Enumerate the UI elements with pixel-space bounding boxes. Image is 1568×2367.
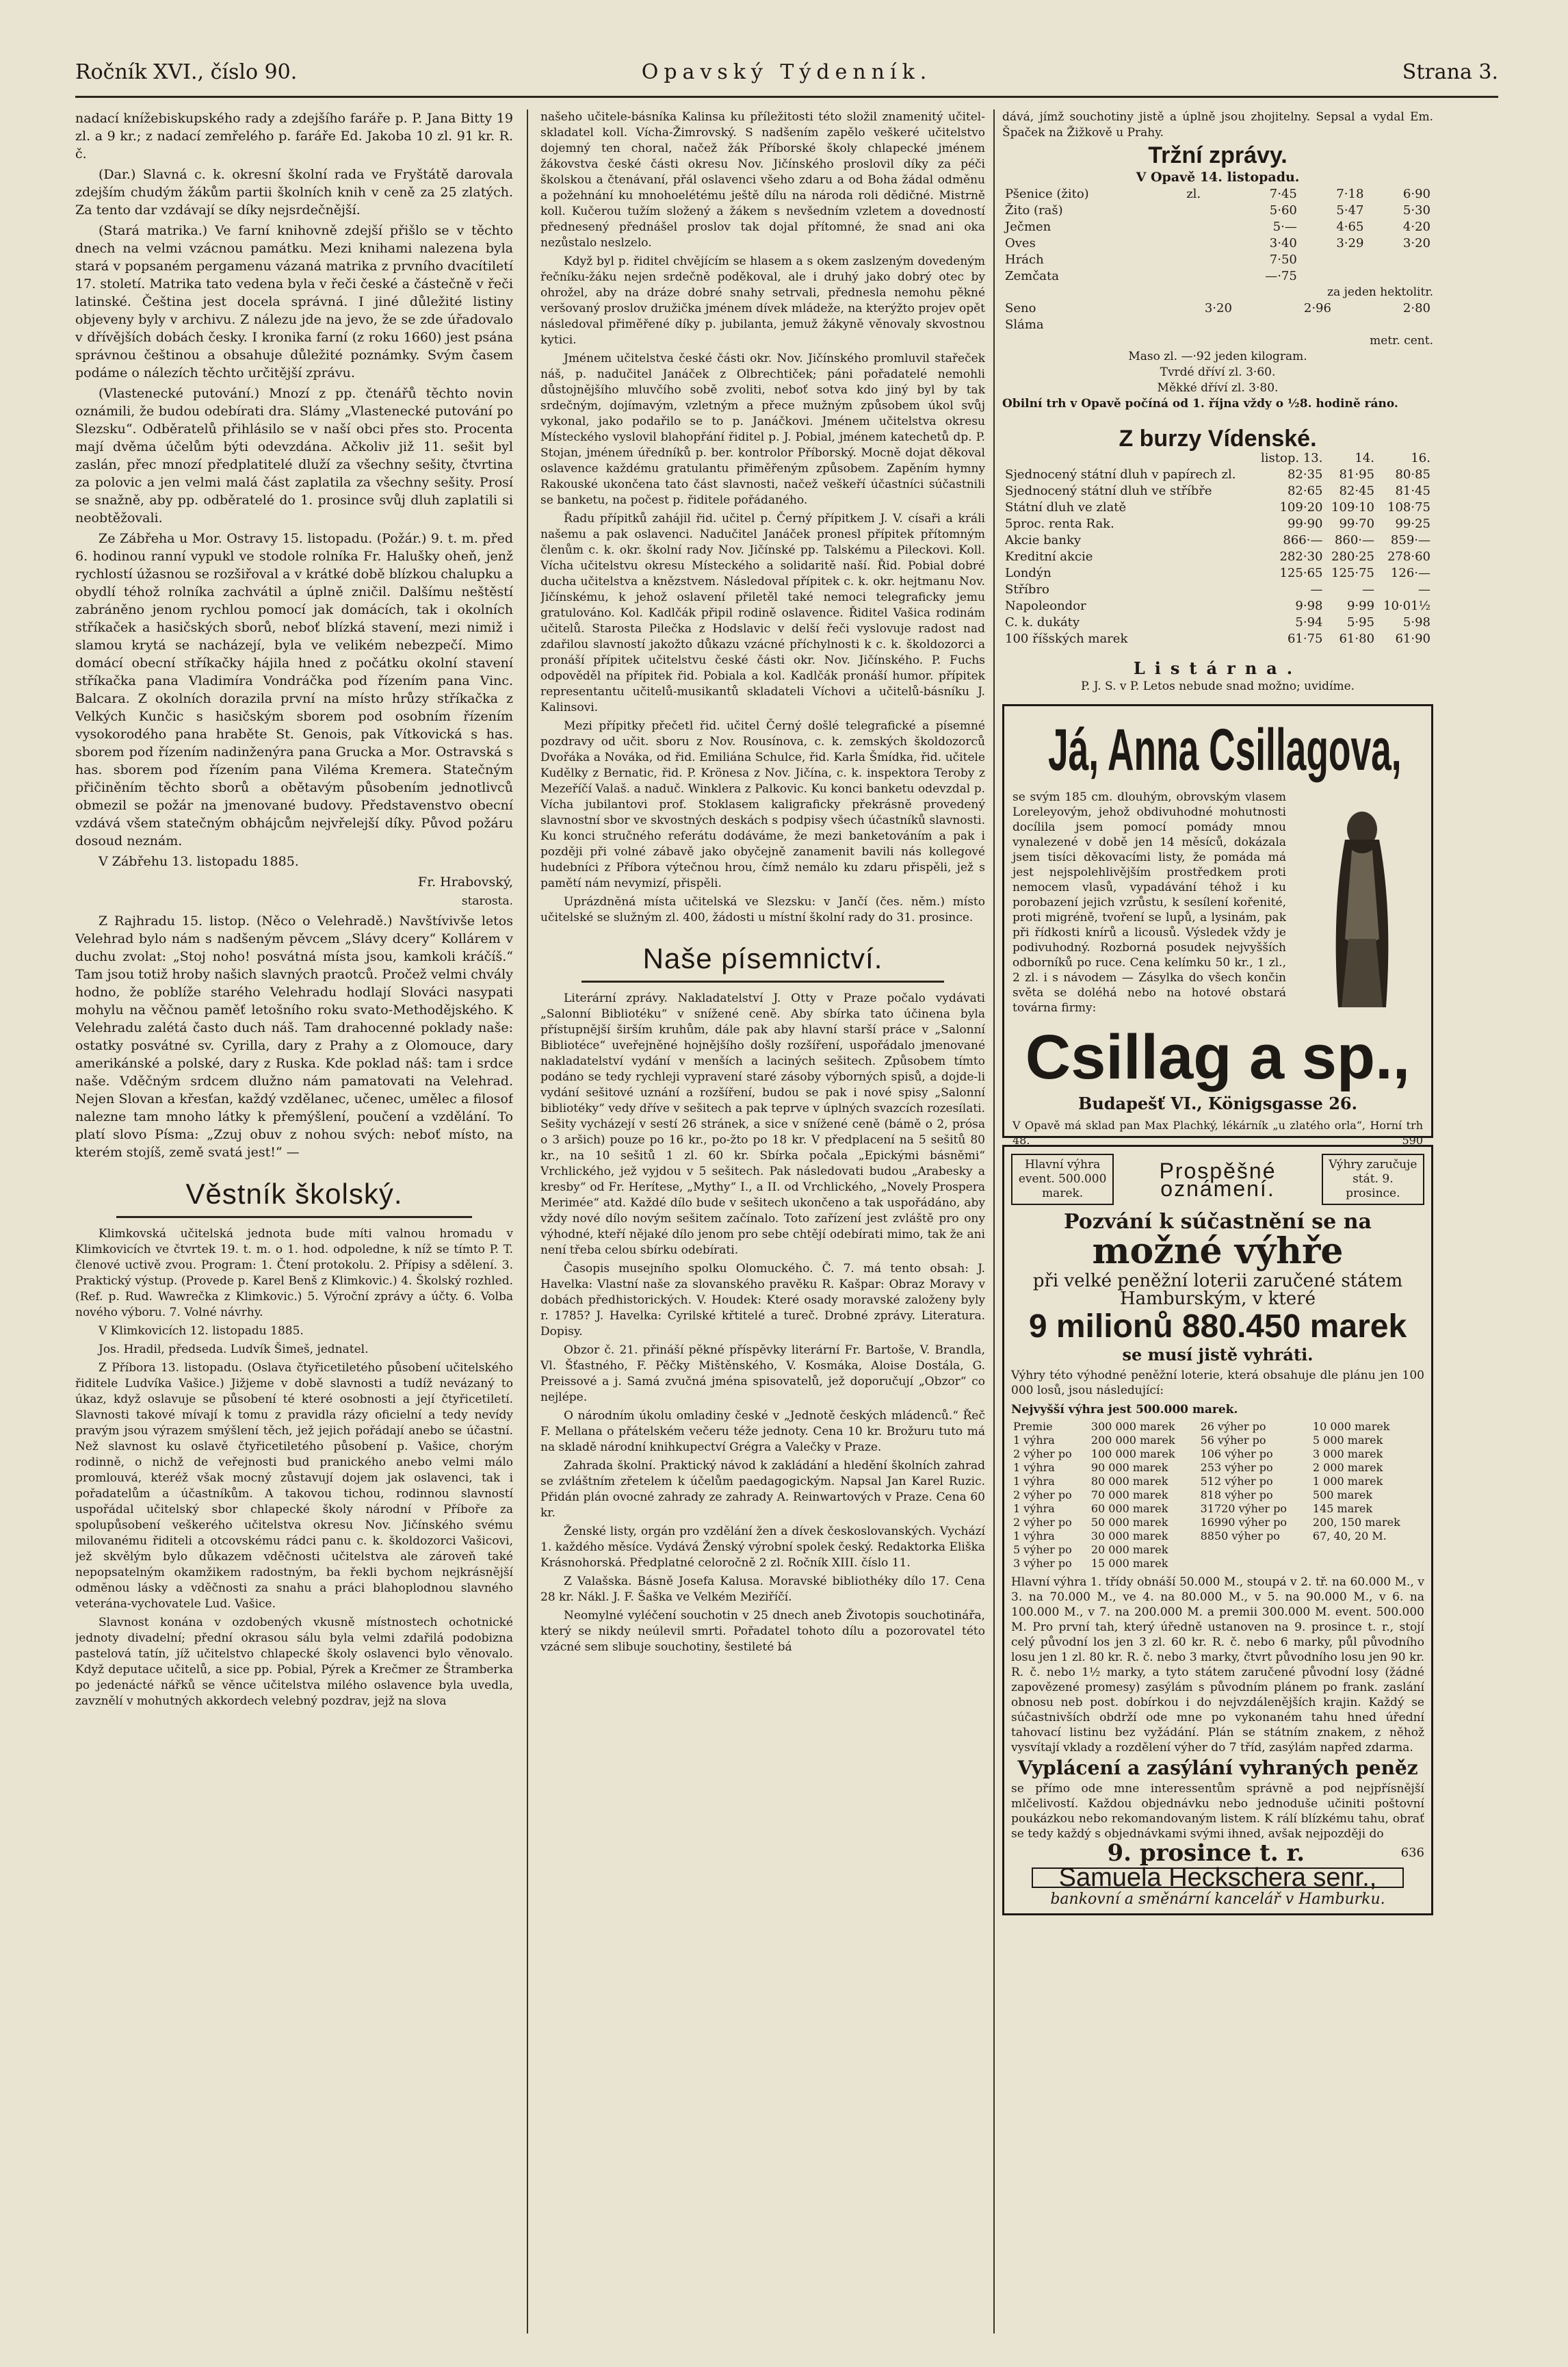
advert-headline: možné výhře <box>1092 1230 1344 1272</box>
item-name: Akcie banky <box>1005 533 1082 547</box>
price-cell: 3·29 <box>1336 236 1364 250</box>
advert-text: se svým 185 cm. dlouhým, obrovským vlasem Loreleyovým, jehož obdivuhodné mohutnosti docílila jsem pomocí pomády mnou vynalezené v době jen 14 měsíců, dokázala jsem tisíci děkovacími listy, že pomáda má jest nejspolehlivějším prostředkem proti nemocem vlasů, vypadávání téhož i ku porobazení jejich vzrůstu, k sesílení kořenité, proti migréně, tvoření se lupů, a lysinám, pak při řídkosti knírů a licousů. Výsledek vždy je podivuhodný. Rozborná posudek nejvyšších odborníků po ruce. Cena kelímku 50 kr., 1 zl., 2 zl. i s návodem — Zásylka do všech končin světa se doléhá nebo na hotové obstará továrna firmy: <box>1012 790 1286 1015</box>
price-cell: 82·65 <box>1287 484 1323 498</box>
price-cell: 125·65 <box>1279 566 1323 580</box>
prize-cell: Premie <box>1013 1420 1053 1433</box>
table-row <box>1002 317 1433 333</box>
price-cell: 61·90 <box>1395 632 1430 646</box>
prize-cell: 70 000 marek <box>1090 1488 1168 1501</box>
prize-cell: 5 výher po <box>1013 1543 1072 1556</box>
table-row <box>1011 1461 1424 1475</box>
price-cell <box>1300 268 1367 285</box>
section-rule <box>116 1216 472 1218</box>
price-cell: 81·45 <box>1395 484 1430 498</box>
price-cell: 99·70 <box>1339 517 1375 531</box>
item-name: Zemčata <box>1005 269 1060 283</box>
section-rule <box>582 981 944 983</box>
price-cell: 859·— <box>1390 533 1430 547</box>
article-text: Řadu přípitků zahájil řid. učitel p. Černý přípitkem J. V. císaři a králi našemu a pak oslavenci. Nadučitel Janáček pronesl přípitek přítomným členům c. k. okr. školní rady Nov. Jičínské pp. Talskému a Pileckovi. Koll. Vícha učitelstvu okresu Místeckého a solidaritě naší. Řid. Pobial dobré ducha učitelstva a knězstvem. Následoval přípitek c. k. okr. hejtmanu Nov. Jičínskému, k jehož oslavení přiletěl také nemoci telegraficky jemu gratulováno. Kol. Kadlčák připil rodině oslavence. Řiditel Vašica rodinám učitelů. Starosta Pilečka z Hodslavic v delší řeči vyslovuje radost nad zdařilou slavností jakožto důkazu vzácné příchylnosti k c. k. školdozorci a pronáší přípitek učitelstvu české části okr. Nov. Jičínského. P. Fuchs odpověděl na přípitek řid. Pobiala a kol. Kadlčák pronáší humor. přípitek representantu učitelů-musikantů skladateli Víchovi a učitelů-básníku J. Kalinsovi. <box>540 512 985 714</box>
price-cell: 99·25 <box>1395 517 1430 531</box>
advert-text: Hlavní výhra 1. třídy obnáší 50.000 M., stoupá v 2. tř. na 60.000 M., v 3. na 70.000 M., ve 4. na 80.000 M., v 5. na 90.000 M., v 6. na 100.000 M., v 7. na 200.000 M. a premii 300.000 M. event. 500.000 M. Pro první tah, který úředně ustanoven na 9. prosince t. r., stojí celý původní los jen 3 zl. 60 kr. R. č. nebo 6 marky, půl původního losu jen 1 zl. 80 kr. R. č. nebo 3 marky, čtvrt původního losu jen 90 kr. R. č. nebo 1½ marky, a tyto státem zaručené původní losy (žádné zapovězené promesy) zasýlám s původním plánem po frank. zaslání obnosu neb post. dobírkou i do nejvzdálenějších krajin. Každý se súčastnivších obdrží ode mne po vykonaném tahu hned úřední tahovací listinu bez vyžádání. Plán se státním znakem, z něhož vysvítají vklady a rozdělení výher do 7 tříd, zasýlám napřed zdarma. <box>1011 1575 1424 1755</box>
prize-cell: 300 000 marek <box>1090 1420 1175 1433</box>
table-row <box>1002 268 1433 285</box>
price-cell: 7·50 <box>1269 253 1297 267</box>
prize-cell: 1 výhra <box>1013 1475 1055 1488</box>
table-row <box>1002 483 1433 500</box>
prize-cell: 3 výher po <box>1013 1557 1072 1570</box>
prize-cell <box>1311 1543 1424 1557</box>
price-cell: 81·95 <box>1339 467 1375 482</box>
prize-cell: 20 000 marek <box>1090 1543 1168 1556</box>
prize-cell: 200, 150 marek <box>1312 1516 1400 1529</box>
dateline: V Zábřehu 13. listopadu 1885. <box>99 854 299 869</box>
wood-price: Měkké dříví zl. 3·80. <box>1157 381 1279 395</box>
table-row <box>1011 1475 1424 1488</box>
prize-cell: 16990 výher po <box>1200 1516 1288 1529</box>
price-cell: 99·90 <box>1287 517 1323 531</box>
column-divider <box>993 109 995 2333</box>
price-cell: 282·30 <box>1279 549 1323 564</box>
price-cell <box>1300 252 1367 268</box>
article-text: O národním úkolu omladiny české v „Jednotě českých mládenců.“ Řeč F. Mellana o přátelském večeru téže jednoty. Cena 10 kr. Brožuru tuto má na skladě národní knihkupectví Grégra a Valečky v Praze. <box>540 1409 985 1454</box>
long-hair-woman-illustration <box>1311 802 1413 1014</box>
table-row <box>1002 631 1433 647</box>
price-cell: — <box>1362 582 1375 597</box>
advert-invite: Pozvání k súčastnění se na <box>1064 1210 1372 1234</box>
advert-subline: při velké peněžní loterii zaručené státem Hamburským, v které <box>1032 1271 1403 1309</box>
issue-number: Ročník XVI., číslo 90. <box>75 60 298 84</box>
prize-cell: 10 000 marek <box>1312 1420 1390 1433</box>
table-row <box>1002 615 1433 631</box>
article-text: Klimkovská učitelská jednota bude míti valnou hromadu v Klimkovicích ve čtvrtek 19. t. m. o 1. hod. odpoledne, k níž se tímto P. T. členové uctivě zvou. Program: 1. Čtení protokolu. 2. Přípisy a sdělení. 3. Praktický výstup. (Provede p. Karel Benš z Klimkovic.) 4. Školský rozhled. (Ref. p. Rud. Wawrečka z Klimkovic.) 5. Výroční zprávy a účty. 6. Volba nového výboru. 7. Volné návrhy. <box>75 1227 513 1319</box>
price-cell <box>1366 252 1433 268</box>
price-cell: 61·80 <box>1339 632 1375 646</box>
article-text: (Dar.) Slavná c. k. okresní školní rada ve Fryštátě darovala zdejším chudým žákům partii školních knih v ceně za 25 zlatých. Za tento dar vzdávají se díky nejsrdečnější. <box>75 167 513 218</box>
price-cell: 61·75 <box>1287 632 1323 646</box>
article-text: Neomylné vyléčení souchotin v 25 dnech aneb Životopis souchotinářa, který se nikdy neúlevil smrti. Pořadatel tohoto dílu a pozorovatel této vzácné sem slibuje souchotiny, šestileté bá <box>540 1609 985 1654</box>
price-cell <box>1334 317 1433 333</box>
market-report-date: V Opavě 14. listopadu. <box>1136 170 1300 185</box>
advert-payout: Vyplácení a zasýlání vyhraných peněz <box>1017 1757 1418 1779</box>
bourse-col-head: 16. <box>1411 451 1430 465</box>
item-name: Sjednocený státní dluh v papírech zl. <box>1005 467 1236 482</box>
letters-text: P. J. S. v P. Letos nebude snad možno; uvidíme. <box>1080 680 1355 693</box>
article-text: nadací knížebiskupského rady a zdejšího faráře p. P. Jana Bitty 19 zl. a 9 kr.; z nadací zemřelého p. faráře Ed. Jakoba 10 zl. 91 kr. R. č. <box>75 111 513 161</box>
price-cell: 9·99 <box>1346 599 1375 613</box>
advert-deadline <box>1011 1839 1424 1867</box>
price-cell: 5·94 <box>1295 615 1323 630</box>
unit-cell <box>1184 203 1224 219</box>
prize-cell: 253 výher po <box>1200 1461 1273 1474</box>
advert-top-prize: Nejvyšší výhra jest 500.000 marek. <box>1011 1403 1238 1417</box>
item-name: 100 říšských marek <box>1005 632 1128 646</box>
price-cell: —·75 <box>1265 269 1297 283</box>
advert-top-row <box>1011 1154 1424 1205</box>
prize-cell: 2 výher po <box>1013 1447 1072 1460</box>
table-row <box>1011 1434 1424 1447</box>
table-row <box>1002 467 1433 483</box>
market-report-title: Tržní zprávy. <box>1148 142 1288 168</box>
page-number: Strana 3. <box>1402 60 1498 84</box>
item-name: Sjednocený státní dluh ve stříbře <box>1005 484 1212 498</box>
price-cell: 82·35 <box>1287 467 1323 482</box>
prize-cell: 56 výher po <box>1200 1434 1266 1447</box>
prize-table <box>1011 1420 1424 1570</box>
wood-price: Tvrdé dříví zl. 3·60. <box>1160 365 1276 379</box>
table-row <box>1011 1529 1424 1543</box>
article-text: Literární zprávy. Nakladatelství J. Otty v Praze počalo vydávati „Salonní Bibliotéku“ v snížené ceně. Aby sbírka tato účinena byla přístupnější širším kruhům, dále pak aby hlavní starší práce v „Salonní Bibliotéce“ uveřejněné hojnějšího došly rozšíření, uspořádalo jmenované nakladatelství vydání v menších a laciných sešitech. Způsobem tímto podáno se tedy rychleji vypravení staré zásoby výborných spisů, a dojde-li vydání sešitové uznání a rozšíření, budou se pak i nové spisy „Salonní bibliotéky“ vedy dříve v sešitech a pak teprve v úplných svazcích rozesílati. Sešity vycházejí v sestí 26 stránek, a sice v snížené ceně (bámě o 2, prósa o 3 aršich) pouze po 16 kr., po-žto po 18 kr. V předplacení na 5 sešitů 80 kr., na 10 sešitů 1 zl. 60 kr. Sbírka počala „Epickými básněmi“ Vrchlického, jež vyjdou v 5 sešitech. Pak následovati budou „Arabesky a kresby“ od Fr. Herítese, „Mythy“ I., a II. od Vrchlického, „Novely Prospera Merimée“ atd. Každé dílo bude v sešitech ukončeno a tak uspořádáno, aby vždy nové dílo novým sešitem začínalo. Toto zařízení jest zvláště pro ony výhodné, kteří nějaké dílo jenom pro sebe chtějí odebírati mimo, tak že ani není třeba celou sbírku odebírati. <box>540 992 985 1257</box>
prize-cell <box>1199 1543 1311 1557</box>
price-cell: 2·80 <box>1402 301 1430 315</box>
article-text: Jménem učitelstva české části okr. Nov. Jičínského promluvil stařeček náš, p. nadučitel Janáček z Olbrechtiček; páni pořadatelé nemohli důstojnějšího mluvčího sobě zvoliti, neboť sotva kdo jiný byl by tak srdečným, dojímavým, vzletným a přece mužným způsobem úkol svůj vykonal, jako podařilo se to p. Janáčkovi. Jménem učitelstva okresu Místeckého vyslovil blahopřání řiditel p. J. Pobial, jménem katechetů dp. P. Stojan, jménem úředníků p. ber. kontrolor Příborský. Mocně dojat děkoval oslavence každému gratulantu přiměřeným způsobem. Zapěním hymny Rakouské ukončena tato část slavnosti, načež veškeří účastníci súčastnili se banketu, na počest p. řiditele pořádaného. <box>540 352 985 507</box>
item-name: Hrách <box>1005 253 1044 267</box>
table-row <box>1011 1420 1424 1434</box>
page-header <box>75 60 1498 101</box>
article-text: Z Rajhradu 15. listop. (Něco o Velehradě.) Navštívivše letos Velehrad bylo nám s nadšeným pěvcem „Slávy dcery“ Kollárem v duchu zvolat: „Stoj noho! posvátná místa jsou, kamkoli kráčíš.“ Tam jsou totiž hroby našich slavných praotců. Pročež velmi chvály hodno, že poblíže starého Velehradu hodlají Slováci nasypati mohylu na věčnou paměť letošního roku svato-Methodějského. K Velehradu zalétá často duch náš. Tam drahocenné poklady naše: ostatky posvátné sv. Cyrilla, dary z Prahy a z Olomouce, dary amerikánské a polské, dary z Ruska. Kde poklad náš: tam i srdce naše. Vděčným srdcem dlužno nám pamatovati na Velehrad. Nejen Slovan a křesťan, každý vzdělanec, učenec, umělec a filosof nalezne tam mnoho látky k přemýšlení, poučení a vzdělání. To platí slovo Písma: „Zzuj obuv z nohou svých: neboť místo, na kterém stojíš, země svatá jest!“ — <box>75 914 513 1160</box>
announcement-title: Prospěšné oznámení. <box>1159 1158 1277 1201</box>
meat-price: Maso zl. —·92 jeden kilogram. <box>1128 350 1307 363</box>
market-price-table-2 <box>1002 300 1433 333</box>
item-name: Ječmen <box>1005 220 1051 234</box>
article-text: Mezi přípitky přečetl řid. učitel Černý došlé telegrafické a písemné pozdravy od učit. sboru z Nov. Rousínova, c. k. zemských školdozorců Dvořáka a Nováka, od řid. Emiliána Schulce, řid. Karla Šmídka, řid. učitele Kudělky z Bernatic, řid. P. Krönesa z Nov. Jičína, c. k. inspektora Teroby z Mezeříčí Valaš. a naduč. Winklera z Palkovic. Ku konci banketu odevzdal p. Vícha jubilantovi prof. Stoklasem kaligraficky překrásně provedený slavnostní sbor ve skvostných deskách s podpisy všech účastníků slavnosti. Ku konci stručného referátu dodáváme, že mezi banketováním a pak i později při volné zábavě jako obyčejně zanamenit bavili nás kollegové hudebníci z Příbora výtečnou hrou, čímž nemálo ku zdaru přispěli, jež s pamětí nám nevymizí, přispěli. <box>540 719 985 890</box>
item-name: Žito (raš) <box>1005 203 1063 218</box>
prize-cell: 3 000 marek <box>1312 1447 1383 1460</box>
advert-headline: Já, Anna Csillagova, <box>1048 717 1402 783</box>
advert-footnote <box>1012 1118 1423 1148</box>
article-text: Obzor č. 21. přináší pěkné příspěvky literární Fr. Bartoše, V. Brandla, Vl. Šťastného, F. Pěčky Mištěnského, V. Kosmáka, Aloise Dostála, G. Preissové a j. Samá zvučná jména spisovatelů, jež doporučují „Obzor“ co nejlépe. <box>540 1343 985 1404</box>
item-name: Státní dluh ve zlatě <box>1005 500 1127 515</box>
price-cell: 5·95 <box>1346 615 1375 630</box>
price-cell <box>1366 268 1433 285</box>
item-name: Pšenice (žito) <box>1005 187 1089 201</box>
article-text: Časopis musejního spolku Olomuckého. Č. 7. má tento obsah: J. Havelka: Vlastní naše za slovanského pravěku R. Kašpar: Obraz Moravy v dobách předhistorických. V. Houdek: Které osady moravské založeny byly r. 1785? J. Havelka: Cyrilské křtitelé a tureč. Drobné zprávy. Literatura. Dopisy. <box>540 1262 985 1338</box>
price-cell: 80·85 <box>1395 467 1430 482</box>
article-text: Ženské listy, orgán pro vzdělání žen a dívek českoslovanských. Vychází 1. každého měsíce. Vydává Ženský výrobní spolek český. Redaktorka Eliška Krásnohorská. Předplatné celoročně 2 zl. Ročník XIII. číslo 11. <box>540 1525 985 1570</box>
main-prize-box: Hlavní výhra event. 500.000 marek. <box>1011 1154 1114 1205</box>
price-cell: 5·98 <box>1402 615 1430 630</box>
table-row <box>1002 516 1433 532</box>
item-name: Londýn <box>1005 566 1051 580</box>
table-row <box>1011 1557 1424 1570</box>
table-row <box>1002 186 1433 203</box>
unit-cell <box>1184 252 1224 268</box>
price-cell: 5·— <box>1272 220 1297 234</box>
item-name: Kreditní akcie <box>1005 549 1093 564</box>
article-text: Slavnost konána v ozdobených vkusně místnostech ochotnické jednoty divadelní; přední okrasou sálu byla velmi zdařilá podobizna pastelová tatín, jíž učitelstvo chlapecké školy oslavenci bylo věnovalo. Když deputace učitelů, a sice pp. Pobial, Pýrek a Krečmer ze Štramberka po jedenácté nářků se věnce učitelstva milého oslavence byla uvedla, zavznělí v mohutných akkordech velebný pozdrav, jejž na slova <box>75 1616 513 1708</box>
advert-number: 636 <box>1400 1846 1424 1860</box>
signature-title: starosta. <box>461 894 513 908</box>
state-guarantee-box: Výhry zaručuje stát. 9. prosince. <box>1322 1154 1424 1205</box>
article-text: Z Valašska. Básně Josefa Kalusa. Moravské bibliothéky dílo 17. Cena 28 kr. Nákl. J. F. Šaška ve Velkém Meziříčí. <box>540 1575 985 1604</box>
prize-cell: 2 výher po <box>1013 1516 1072 1529</box>
table-row <box>1011 1543 1424 1557</box>
prize-cell: 15 000 marek <box>1090 1557 1168 1570</box>
unit-cell <box>1184 219 1224 235</box>
prize-cell: 500 marek <box>1312 1488 1373 1501</box>
article-text: (Vlastenecké putování.) Mnozí z pp. čtenářů těchto novin oznámili, že budou odebírati dra. Slámy „Vlastenecké putování po Slezsku“. Odběratelů přihlásilo se v naší obci přes sto. Procenta mají dvěma účelům býti odevzdána. Ačkoliv již 11. sešit byl zaslán, přec mnozí předplatitelé dluží za všechny sešity, čtvrtina za polovic a jen velmi malá část zaplatila za všechny sešity. Prosí se snažně, aby pp. odběratelé do 1. prosince svůj dluh zaplatili si neobtěžovali. <box>75 386 513 526</box>
advert-footnote-text: V Opavě má sklad pan Max Plachký, lékárník „u zlatého orla“, Horní trh 48. <box>1012 1119 1423 1147</box>
prize-cell: 60 000 marek <box>1090 1502 1168 1515</box>
prize-cell: 100 000 marek <box>1090 1447 1175 1460</box>
prize-cell: 30 000 marek <box>1090 1529 1168 1542</box>
item-name: Oves <box>1005 236 1036 250</box>
item-name: Seno <box>1005 301 1036 315</box>
advert-address: Budapešť VI., Königsgasse 26. <box>1078 1094 1357 1113</box>
table-row <box>1002 300 1433 317</box>
bourse-col-head: listop. 13. <box>1261 451 1323 465</box>
table-row <box>1011 1502 1424 1516</box>
prize-cell: 512 výher po <box>1200 1475 1273 1488</box>
prize-cell: 50 000 marek <box>1090 1516 1168 1529</box>
signature: Jos. Hradil, předseda. Ludvík Šimeš, jednatel. <box>99 1343 369 1356</box>
price-cell: 278·60 <box>1387 549 1430 564</box>
prize-cell: 2 000 marek <box>1312 1461 1383 1474</box>
column-left <box>75 109 513 2333</box>
deadline-date: 9. prosince t. r. <box>1107 1839 1305 1867</box>
table-row <box>1002 565 1433 582</box>
banker-office: bankovní a směnární kancelář v Hamburku. <box>1050 1891 1385 1908</box>
prize-cell: 8850 výher po <box>1200 1529 1280 1542</box>
bourse-title: Z burzy Vídenské. <box>1119 426 1317 452</box>
table-row <box>1011 1447 1424 1461</box>
prize-cell: 1 000 marek <box>1312 1475 1383 1488</box>
price-cell: 126·— <box>1390 566 1430 580</box>
market-unit-note: za jeden hektolitr. <box>1327 285 1433 299</box>
section-title: Věstník školský. <box>185 1178 403 1210</box>
prize-cell: 80 000 marek <box>1090 1475 1168 1488</box>
column-middle <box>540 109 985 2333</box>
prize-cell: 1 výhra <box>1013 1461 1055 1474</box>
price-cell: 9·98 <box>1295 599 1323 613</box>
table-row <box>1002 582 1433 598</box>
price-cell: 7·45 <box>1269 187 1297 201</box>
table-row <box>1002 598 1433 615</box>
price-cell: — <box>1418 582 1430 597</box>
article-text: Ze Zábřeha u Mor. Ostravy 15. listopadu. (Požár.) 9. t. m. před 6. hodinou ranní vypukl ve stodole rolníka Fr. Halušky oheň, jenž rychlostí úžasnou se rozšiřoval a v krátké době blízkou chalupku a obydlí téhož rolníka zachvátil a úplně zničil. Dalšímu neštěstí zabráněno jenom rychlou pomocí jak domácích, tak i okolních stříkaček a hasičských sborů, neboť blízká stavení, mezi nimiž i slamou krytá se nacházejí, byla ve velikém nebezpečí. Mimo domácí obecní stříkačky hájila hned z počátku okolní stavení stříkačka pana Vladimíra Vondráčka pod řízením pana Vinc. Balcara. Z okolních dorazila první na místo hrůzy stříkačka z Velkých Kunčic s hasičským sborem pod osobním řízením vysokorodého pana hraběte St. Genois, pak Vítkovická s has. sborem pod řízením nadinženýra pana Grucka a Mor. Ostravská s has. sborem pod řízením pana Viléma Kremera. Statečným přičiněním těchto sborů a obětavým působením jednotlivců obmezil se požár na jmenované budovy. Představenstvo obecní vzdává všem statečným obhájcům nejvřelejší díky. Původ požáru dosoud neznám. <box>75 531 513 849</box>
article-text: dává, jímž souchotiny jistě a úplně jsou zhojitelny. Sepsal a vydal Em. Špaček na Žižkově u Prahy. <box>1002 110 1433 140</box>
bourse-col-head: 14. <box>1355 451 1375 465</box>
prize-cell: 2 výher po <box>1013 1488 1072 1501</box>
price-cell <box>1136 317 1235 333</box>
prize-cell: 90 000 marek <box>1090 1461 1168 1474</box>
prize-cell: 200 000 marek <box>1090 1434 1175 1447</box>
item-name: C. k. dukáty <box>1005 615 1080 630</box>
article-text: našeho učitele-básníka Kalinsa ku příležitosti této složil znamenitý učitel-skladatel koll. Vícha-Žimrovský. S nadšením zapělo veškeré učitelstvo dojemný ten choral, načež žák Příborské školy chlapecké jménem žákovstva české části okresu Nov. Jičínského proslovil díky za péči školskou a čtenávaní, přál oslavenci všeho zdaru a od Boha žádal odměnu a požehnání ku mnohoelétému ještě dílu na národa roli dědičné. Mistrně koll. Kučerou tužím složený a žákem s nevšedním vzletem a dovedností přednesený přednášel proslov tak dojal přítomné, že snad ani oka nezůstalo neslzelo. <box>540 110 985 250</box>
prize-cell: 31720 výher po <box>1200 1502 1288 1515</box>
price-cell: — <box>1310 582 1323 597</box>
advert-csillag <box>1002 704 1433 1147</box>
market-unit-note: metr. cent. <box>1370 334 1433 348</box>
unit-cell: zl. <box>1186 187 1201 201</box>
prize-cell <box>1199 1557 1311 1570</box>
section-title: Naše písemnictví. <box>642 942 883 974</box>
price-cell: 7·18 <box>1336 187 1364 201</box>
prize-cell: 106 výher po <box>1200 1447 1273 1460</box>
banker-name: Samuela Heckschera senr., <box>1032 1867 1404 1888</box>
signature: Fr. Hrabovský, <box>417 875 513 890</box>
price-cell: 2·96 <box>1303 301 1331 315</box>
article-text: Zahrada školní. Praktický návod k zakládání a hledění školních zahrad se zvláštním zřetelem k účelům paedagogickým. Napsal Jan Karel Ruzic. Přidán plán ovocné zahrady ze zahrady A. Reinwartových v Praze. Cena 60 kr. <box>540 1459 985 1520</box>
letters-title: Listárna. <box>1133 658 1303 678</box>
item-name: Sláma <box>1005 318 1044 332</box>
item-name: 5proc. renta Rak. <box>1005 517 1114 531</box>
unit-cell <box>1184 268 1224 285</box>
table-row <box>1002 203 1433 219</box>
advert-number: 590 <box>1402 1134 1423 1147</box>
prize-cell: 1 výhra <box>1013 1434 1055 1447</box>
advert-text: se přímo ode mne interessentům správně a pod nejpřísnější mlčelivostí. Každou objednávku nebo jednoduše učiniti poštovní poukázkou nebo rekomandovaným listem. K rálí blízkému tahu, obrať se tedy každý s objednávkami svými ihned, avšak nejpozději do <box>1011 1782 1424 1841</box>
market-price-table <box>1002 186 1433 285</box>
masthead-title: Opavský Týdenník. <box>641 60 932 84</box>
dateline: V Klimkovicích 12. listopadu 1885. <box>99 1324 304 1338</box>
advert-firm: Csillag a sp., <box>1025 1022 1411 1092</box>
article-text: Z Příbora 13. listopadu. (Oslava čtyřicetiletého působení učitelského řiditele Ludvíka Vašice.) Jižjeme v době slavnosti a tudíž nevázaný to úkaz, když oslavuje se působení té které osobnosti a její čtyřicetiletí. Slavnosti takové mívají k tomu z pravidla rázy oficielní a tedy nevídy pravým jsou výrazem smýšlení těch, jež jejich pořádají anebo se účastní. Než slavnost ku oslavě čtyřicetiletého působení p. Vašice, chorým rodinně, o nichž de veřejnosti bud pranického anebo velmi málo promlouvá, kteréž však mocný zůstavují dojem jak oslavenci, tak i pořadatelům a účastníkům. A takovou tichou, rodinnou slavností uspořádal učitelský sbor chlapecké školy národní v Příboře za spolupůsobení veškerého učitelstva okresu Nov. Jičínského svému milovanému řiditeli a otcovskému rádci panu c. k. školdozorci Vašicovi, jež skvělým bylo důkazem vděčnosti učitelstva ale zároveň také nepopsatelným okamžikem radostným, ba řekli bychom nejkrásnější odměnou lásky a vděčnosti za snahu a práci blahoplodnou slavného veterána-vychovatele Lud. Vašice. <box>75 1361 513 1611</box>
unit-cell <box>1184 235 1224 252</box>
bourse-table <box>1002 450 1433 647</box>
price-cell: 280·25 <box>1331 549 1375 564</box>
price-cell: 109·10 <box>1331 500 1375 515</box>
price-cell: 108·75 <box>1387 500 1430 515</box>
market-hours: Obilní trh v Opavě počíná od 1. října vždy o ½8. hodině ráno. <box>1002 397 1398 411</box>
price-cell <box>1235 317 1334 333</box>
price-cell: 5·60 <box>1269 203 1297 218</box>
price-cell: 3·40 <box>1269 236 1297 250</box>
advert-tagline: se musí jistě vyhráti. <box>1122 1345 1314 1364</box>
article-text: Když byl p. řiditel chvějícím se hlasem a s okem zaslzeným dovedeným řečníku-žáku nejen srdečně poděkoval, ale i druhý jako dobrý otec by ohrožel, aby na dráze dobré snahy setrvali, přednesla nemohu pěkné veršovaný proslov družička jménem dívek mládeže, na kterýžto projev opět následoval přiměřené díky p. jubilanta, jemuž žákyně věnovaly skvostnou kytici. <box>540 255 985 347</box>
table-row <box>1011 1488 1424 1502</box>
price-cell: 3·20 <box>1402 236 1430 250</box>
column-right <box>1002 109 1433 2333</box>
price-cell: 109·20 <box>1279 500 1323 515</box>
prize-cell: 1 výhra <box>1013 1529 1055 1542</box>
price-cell: 3·20 <box>1204 301 1232 315</box>
price-cell: 82·45 <box>1339 484 1375 498</box>
article-text: Uprázdněná místa učitelská ve Slezsku: v Jančí (čes. něm.) místo učitelské se služným zl. 400, žádosti u místní školní rady do 31. prosince. <box>540 895 985 924</box>
price-cell: 125·75 <box>1331 566 1375 580</box>
prize-cell: 1 výhra <box>1013 1502 1055 1515</box>
column-divider <box>527 109 528 2333</box>
article-text: (Stará matrika.) Ve farní knihovně zdejší přišlo se v těchto dnech na velmi vzácnou památku. Mezi knihami nalezena byla stará v popsaném pergamenu vázaná matrika z prvního dvacítiletí 17. století. Matrika tato vedena byla v řeči české a částečně v řeči latinské. Čeština jest docela správná. I jiné důležité listiny objeveny byly v archivu. Z nálezu jde na jevo, že se zde úřadovalo v dřívějších dobách česky. I kronika farní (z roku 1660) jest psána správnou češtinou a obsahuje důležité poznámky. Svým časem podáme o nálezích těchto určitější zprávu. <box>75 223 513 380</box>
price-cell: 4·65 <box>1336 220 1364 234</box>
table-row <box>1002 219 1433 235</box>
price-cell: 860·— <box>1334 533 1375 547</box>
header-rule <box>75 96 1498 98</box>
table-row <box>1002 549 1433 565</box>
price-cell: 5·47 <box>1336 203 1364 218</box>
item-name: Stříbro <box>1005 582 1049 597</box>
price-cell: 6·90 <box>1402 187 1430 201</box>
advert-text: Výhry této výhodné peněžní loterie, která obsahuje dle plánu jen 100 000 losů, jsou následující: <box>1011 1369 1424 1397</box>
price-cell: 5·30 <box>1402 203 1430 218</box>
item-name: Napoleondor <box>1005 599 1086 613</box>
price-cell: 4·20 <box>1402 220 1430 234</box>
prize-cell: 145 marek <box>1312 1502 1373 1515</box>
prize-cell: 5 000 marek <box>1312 1434 1383 1447</box>
prize-cell: 26 výher po <box>1200 1420 1266 1433</box>
prize-cell: 67, 40, 20 M. <box>1312 1529 1387 1542</box>
price-cell: 10·01½ <box>1383 599 1430 613</box>
table-row <box>1011 1516 1424 1529</box>
table-row <box>1002 500 1433 516</box>
price-cell: 866·— <box>1283 533 1323 547</box>
prize-cell: 818 výher po <box>1200 1488 1273 1501</box>
table-row <box>1002 252 1433 268</box>
advert-lottery <box>1002 1145 1433 1915</box>
table-row <box>1002 235 1433 252</box>
prize-cell <box>1311 1557 1424 1570</box>
advert-amount: 9 milionů 880.450 marek <box>1028 1308 1407 1345</box>
table-row <box>1002 532 1433 549</box>
